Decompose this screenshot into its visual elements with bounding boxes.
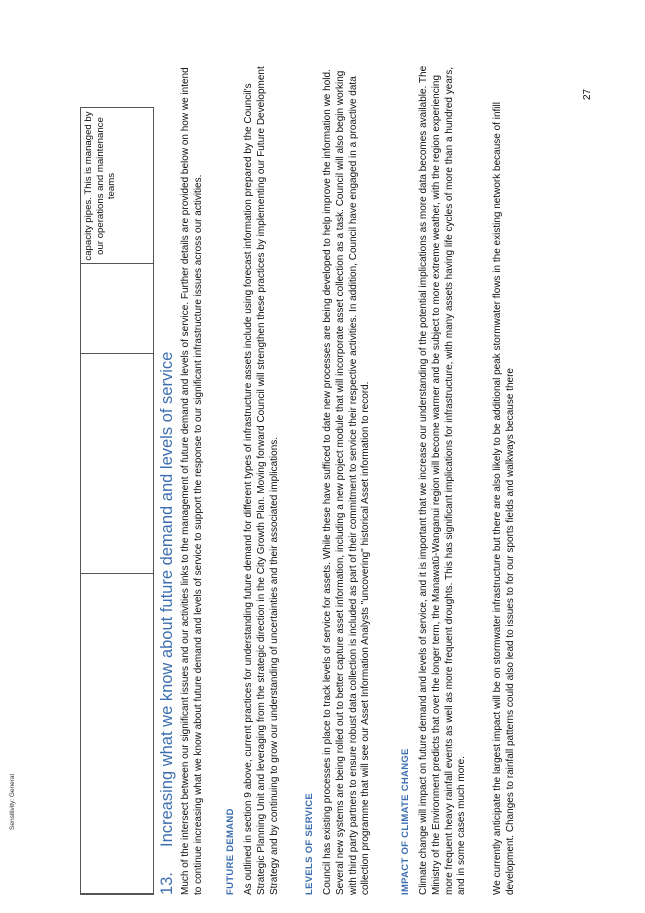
table-column-divider [81,893,153,894]
climate-change-text-2: We currently anticipate the largest impact will be on stormwater infrastructure but there are also likely to be additional peak stormwater flows in the existing network because of infill development. Changes to rainfall patterns could also lead to issues to for our sports fields and walkways because there [492,102,516,895]
levels-of-service-text: Council has existing processes in place to track levels of service for assets. While these have sufficed to date new processes are being developed to help improve the information we hold. Several new systems are being rolled out to better capture asset information, including a new project module that will incorporate asset collection as a task. Council will also begin working with third party partners to ensure robust data collection is included as part of their commitment to service their respective activities. In addition, Council have engaged in a proactive data collection programme that will see our Asset Information Analysts "uncovering" historical Asset information to record. [322,69,372,895]
section-number: 13. [158,872,176,895]
section-heading [158,352,177,895]
future-demand-heading: FUTURE DEMAND [225,808,236,895]
climate-change-heading: IMPACT OF CLIMATE CHANGE [400,748,411,895]
table-cell-text: capacity pipes. This is managed by our operations and maintenance teams [83,111,117,261]
climate-change-text-1: Climate change will impact on future demand and levels of service, and it is important that we increase our understanding of the potential implications as more data becomes available. The Ministry of the Environment predicts that over the longer term, the Manawatū-Wanganui region will become warmer and be subject to more extreme weather, with the region experiencing more frequent heavy rainfall events as well as more frequent droughts. This has significant implications for infrastructure, with many assets having life cycles of more than a hundred years, and in some cases much more. [418,65,468,895]
rotated-content [80,60,566,895]
table-fragment [80,107,154,895]
table-column-divider [81,573,153,574]
section-intro: Much of the intersect between our significant issues and our activities links to the management of future demand and levels of service. Further details are provided below on how we intend to continue increasing what we know about future demand and levels of service to support the response to our significant infrastructure issues across our activities. [180,67,204,895]
page-number: 27 [582,88,593,100]
future-demand-text: As outlined in section 9 above, current practices for understanding future demand for different types of infrastructure assets include using forecast information prepared by the Council's Strategic Planning Unit and leveraging from the strategic direction in the City Growth Plan. Moving forward Council will strengthen these practices by implementing our Future Development Strategy and by continuing to grow our understanding of uncertainties and their associated implications. [243,66,280,895]
section-title: Increasing what we know about future demand and levels of service [158,351,176,847]
table-column-divider [81,263,153,264]
sensitivity-label: Sensitivity: General [9,774,16,830]
levels-of-service-heading: LEVELS OF SERVICE [304,792,315,895]
table-column-divider [81,353,153,354]
